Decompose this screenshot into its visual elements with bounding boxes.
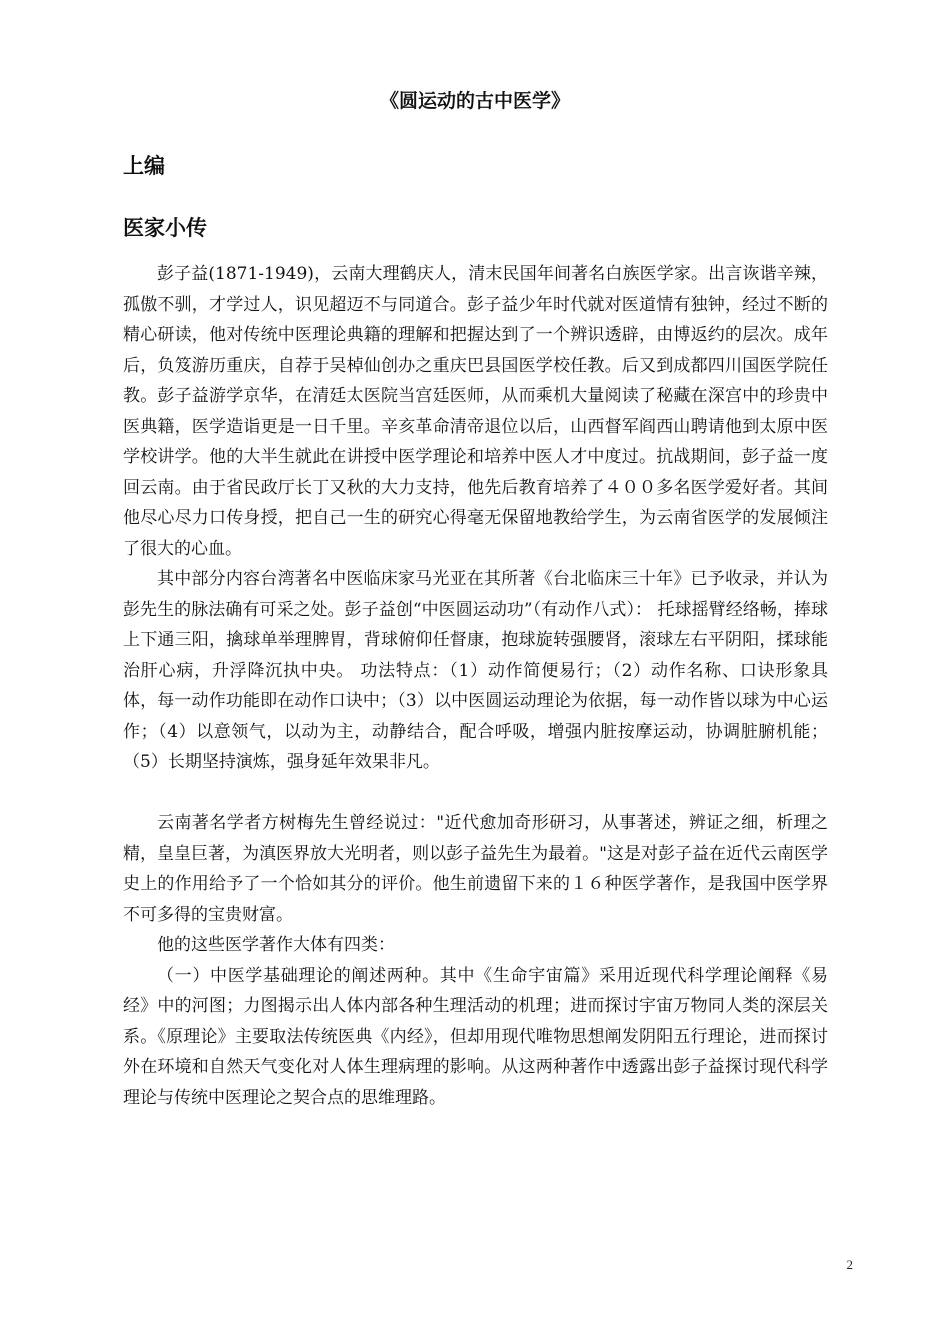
paragraph-works-category-1: （一）中医学基础理论的阐述两种。其中《生命宇宙篇》采用近现代科学理论阐释《易经》中的河图；力图揭示出人体内部各种生理活动的机理；进而探讨宇宙万物同人类的深层关系。《原理论》主要取法传统医典《内经》，但却用现代唯物思想阐发阴阳五行理论，进而探讨外在环境和自然天气变化对人体生理病理的影响。从这两种著作中透露出彭子益探讨现代科学理论与传统中医理论之契合点的思维理路。: [123, 965, 828, 1108]
page-number: 2: [846, 1257, 853, 1272]
document-title: 《圆运动的古中医学》: [379, 90, 570, 112]
paragraph-biography: 彭子益(1871-1949)，云南大理鹤庆人，清末民国年间著名白族医学家。出言诙谐辛辣，孤傲不驯，才学过人，识见超迈不与同道合。彭子益少年时代就对医道情有独钟，经过不断的精心研读，他对传统中医理论典籍的理解和把握达到了一个辨识透辟，由博返约的层次。成年后，负笈游历重庆，自荐于吴棹仙创办之重庆巴县国医学校任教。后又到成都四川国医学院任教。彭子益游学京华，在清廷太医院当宫廷医师，从而乘机大量阅读了秘藏在深宫中的珍贵中医典籍，医学造诣更是一日千里。辛亥革命清帝退位以后，山西督军阎西山聘请他到太原中医学校讲学。他的大半生就此在讲授中医学理论和培养中医人才中度过。抗战期间，彭子益一度回云南。由于省民政厅长丁又秋的大力支持，他先后教育培养了４００多名医学爱好者。其间他尽心尽力口传身授，把自己一生的研究心得毫无保留地教给学生，为云南省医学的发展倾注了很大的心血。: [123, 264, 828, 559]
body-text: [123, 259, 828, 1113]
subsection-heading: 医家小传: [123, 216, 207, 240]
paragraph-exercise: 其中部分内容台湾著名中医临床家马光亚在其所著《台北临床三十年》已予收录，并认为彭先生的脉法确有可采之处。彭子益创“中医圆运动功”（有动作八式）： 托球摇臂经络畅，捧球上下通三阳，擒球单举理脾胃，背球俯仰任督康，抱球旋转强腰肾，滚球左右平阴阳，揉球能治肝心病，升浮降沉执中央。 功法特点：（1）动作简便易行；（2）动作名称、口诀形象具体，每一动作功能即在动作口诀中；（3）以中医圆运动理论为依据，每一动作皆以球为中心运作；（4）以意领气，以动为主，动静结合，配合呼吸，增强内脏按摩运动，协调脏腑机能；（5）长期坚持演炼，强身延年效果非凡。: [123, 569, 828, 772]
section-heading: 上编: [123, 154, 165, 178]
paragraph-evaluation: 云南著名学者方树梅先生曾经说过："近代愈加奇形研习，从事著述，辨证之细，析理之精，皇皇巨著，为滇医界放大光明者，则以彭子益先生为最着。"这是对彭子益在近代云南医学史上的作用给予了一个恰如其分的评价。他生前遗留下来的１６种医学著作，是我国中医学界不可多得的宝贵财富。: [123, 813, 828, 925]
paragraph-works-intro: 他的这些医学著作大体有四类：: [157, 935, 395, 955]
paragraph-gap: [123, 778, 828, 809]
